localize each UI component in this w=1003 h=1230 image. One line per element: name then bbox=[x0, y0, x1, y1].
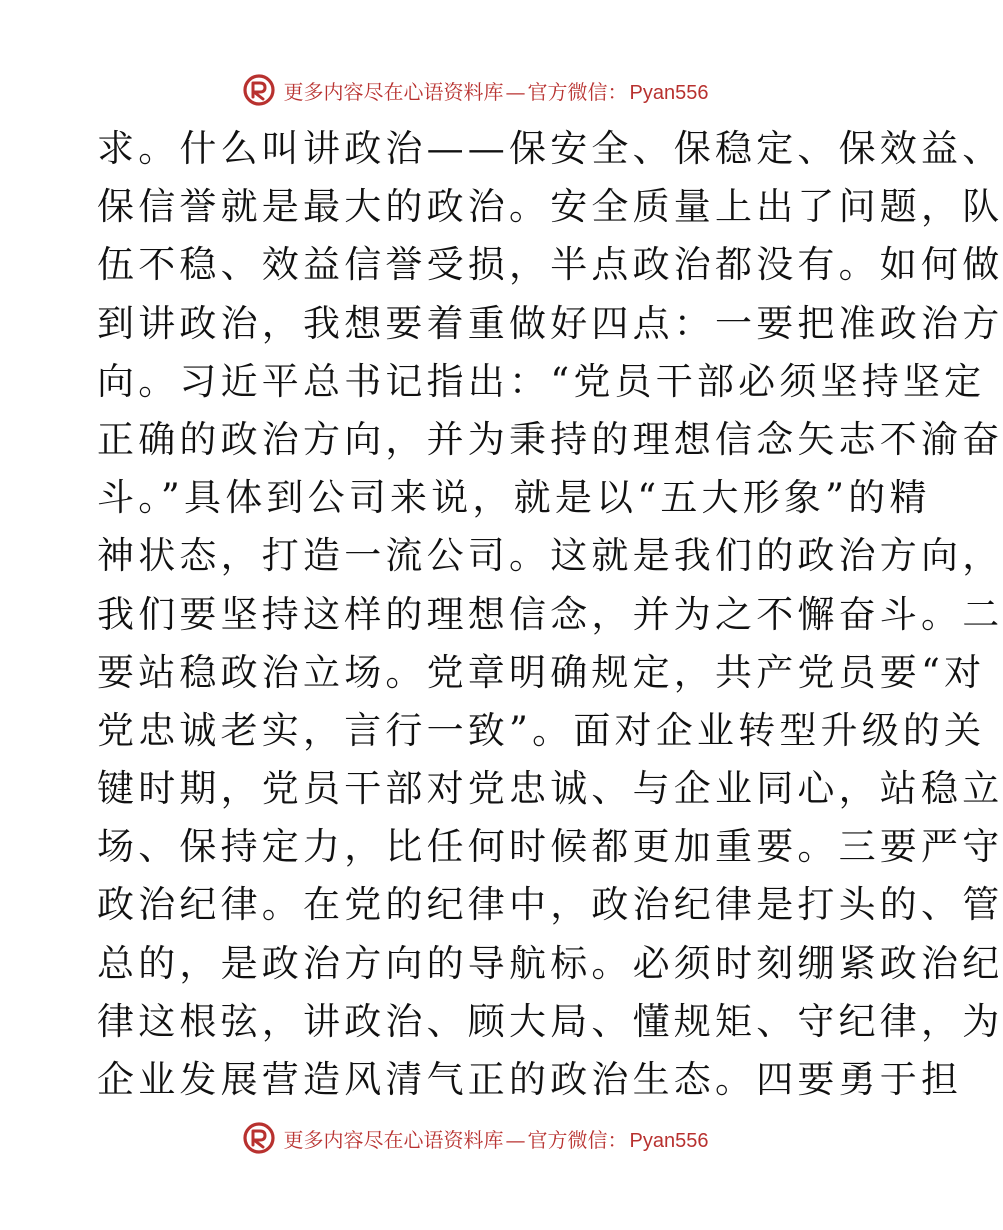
red-circle-r-logo-icon bbox=[242, 73, 276, 107]
body-line: 向。习近平总书记指出：“党员干部必须坚持坚定 bbox=[97, 359, 986, 403]
body-line: 斗。”具体到公司来说，就是以“五大形象”的精 bbox=[97, 476, 931, 520]
footer-text bbox=[284, 1124, 709, 1153]
body-line: 律这根弦，讲政治、顾大局、懂规矩、守纪律，为 bbox=[97, 999, 1003, 1043]
body-line: 党忠诚老实，言行一致”。面对企业转型升级的关 bbox=[97, 708, 986, 752]
header-brand-text: 更多内容尽在心语资料库 bbox=[283, 79, 504, 104]
body-line: 神状态，打造一流公司。这就是我们的政治方向， bbox=[97, 534, 1003, 578]
body-line: 要站稳政治立场。党章明确规定，共产党员要“对 bbox=[97, 650, 986, 694]
body-line: 键时期，党员干部对党忠诚、与企业同心，站稳立 bbox=[97, 767, 1003, 811]
header-banner bbox=[0, 70, 950, 110]
document-body bbox=[97, 120, 1003, 1109]
body-line: 到讲政治，我想要着重做好四点：一要把准政治方 bbox=[97, 301, 1003, 345]
body-line: 求。什么叫讲政治——保安全、保稳定、保效益、 bbox=[97, 127, 1003, 170]
header-official-label: 官方微信： bbox=[527, 79, 628, 104]
body-line: 我们要坚持这样的理想信念，并为之不懈奋斗。二 bbox=[97, 592, 1003, 636]
body-line: 总的，是政治方向的导航标。必须时刻绷紧政治纪 bbox=[97, 941, 1003, 985]
header-separator: — bbox=[505, 79, 526, 104]
body-line: 场、保持定力，比任何时候都更加重要。三要严守 bbox=[97, 825, 1003, 869]
red-circle-r-logo-icon bbox=[242, 1121, 276, 1155]
body-line: 伍不稳、效益信誉受损，半点政治都没有。如何做 bbox=[97, 243, 1003, 287]
footer-official-label: 官方微信： bbox=[527, 1127, 628, 1152]
body-line: 政治纪律。在党的纪律中，政治纪律是打头的、管 bbox=[97, 883, 1003, 927]
footer-banner bbox=[0, 1118, 950, 1158]
header-wechat-handle: Pyan556 bbox=[629, 81, 709, 104]
footer-separator: — bbox=[505, 1127, 526, 1152]
body-line: 正确的政治方向，并为秉持的理想信念矢志不渝奋 bbox=[97, 417, 1003, 461]
footer-brand-text: 更多内容尽在心语资料库 bbox=[283, 1127, 504, 1152]
footer-wechat-handle: Pyan556 bbox=[629, 1129, 709, 1152]
body-line: 保信誉就是最大的政治。安全质量上出了问题，队 bbox=[97, 185, 1003, 229]
body-line: 企业发展营造风清气正的政治生态。四要勇于担 bbox=[97, 1058, 963, 1101]
header-text bbox=[284, 76, 709, 105]
